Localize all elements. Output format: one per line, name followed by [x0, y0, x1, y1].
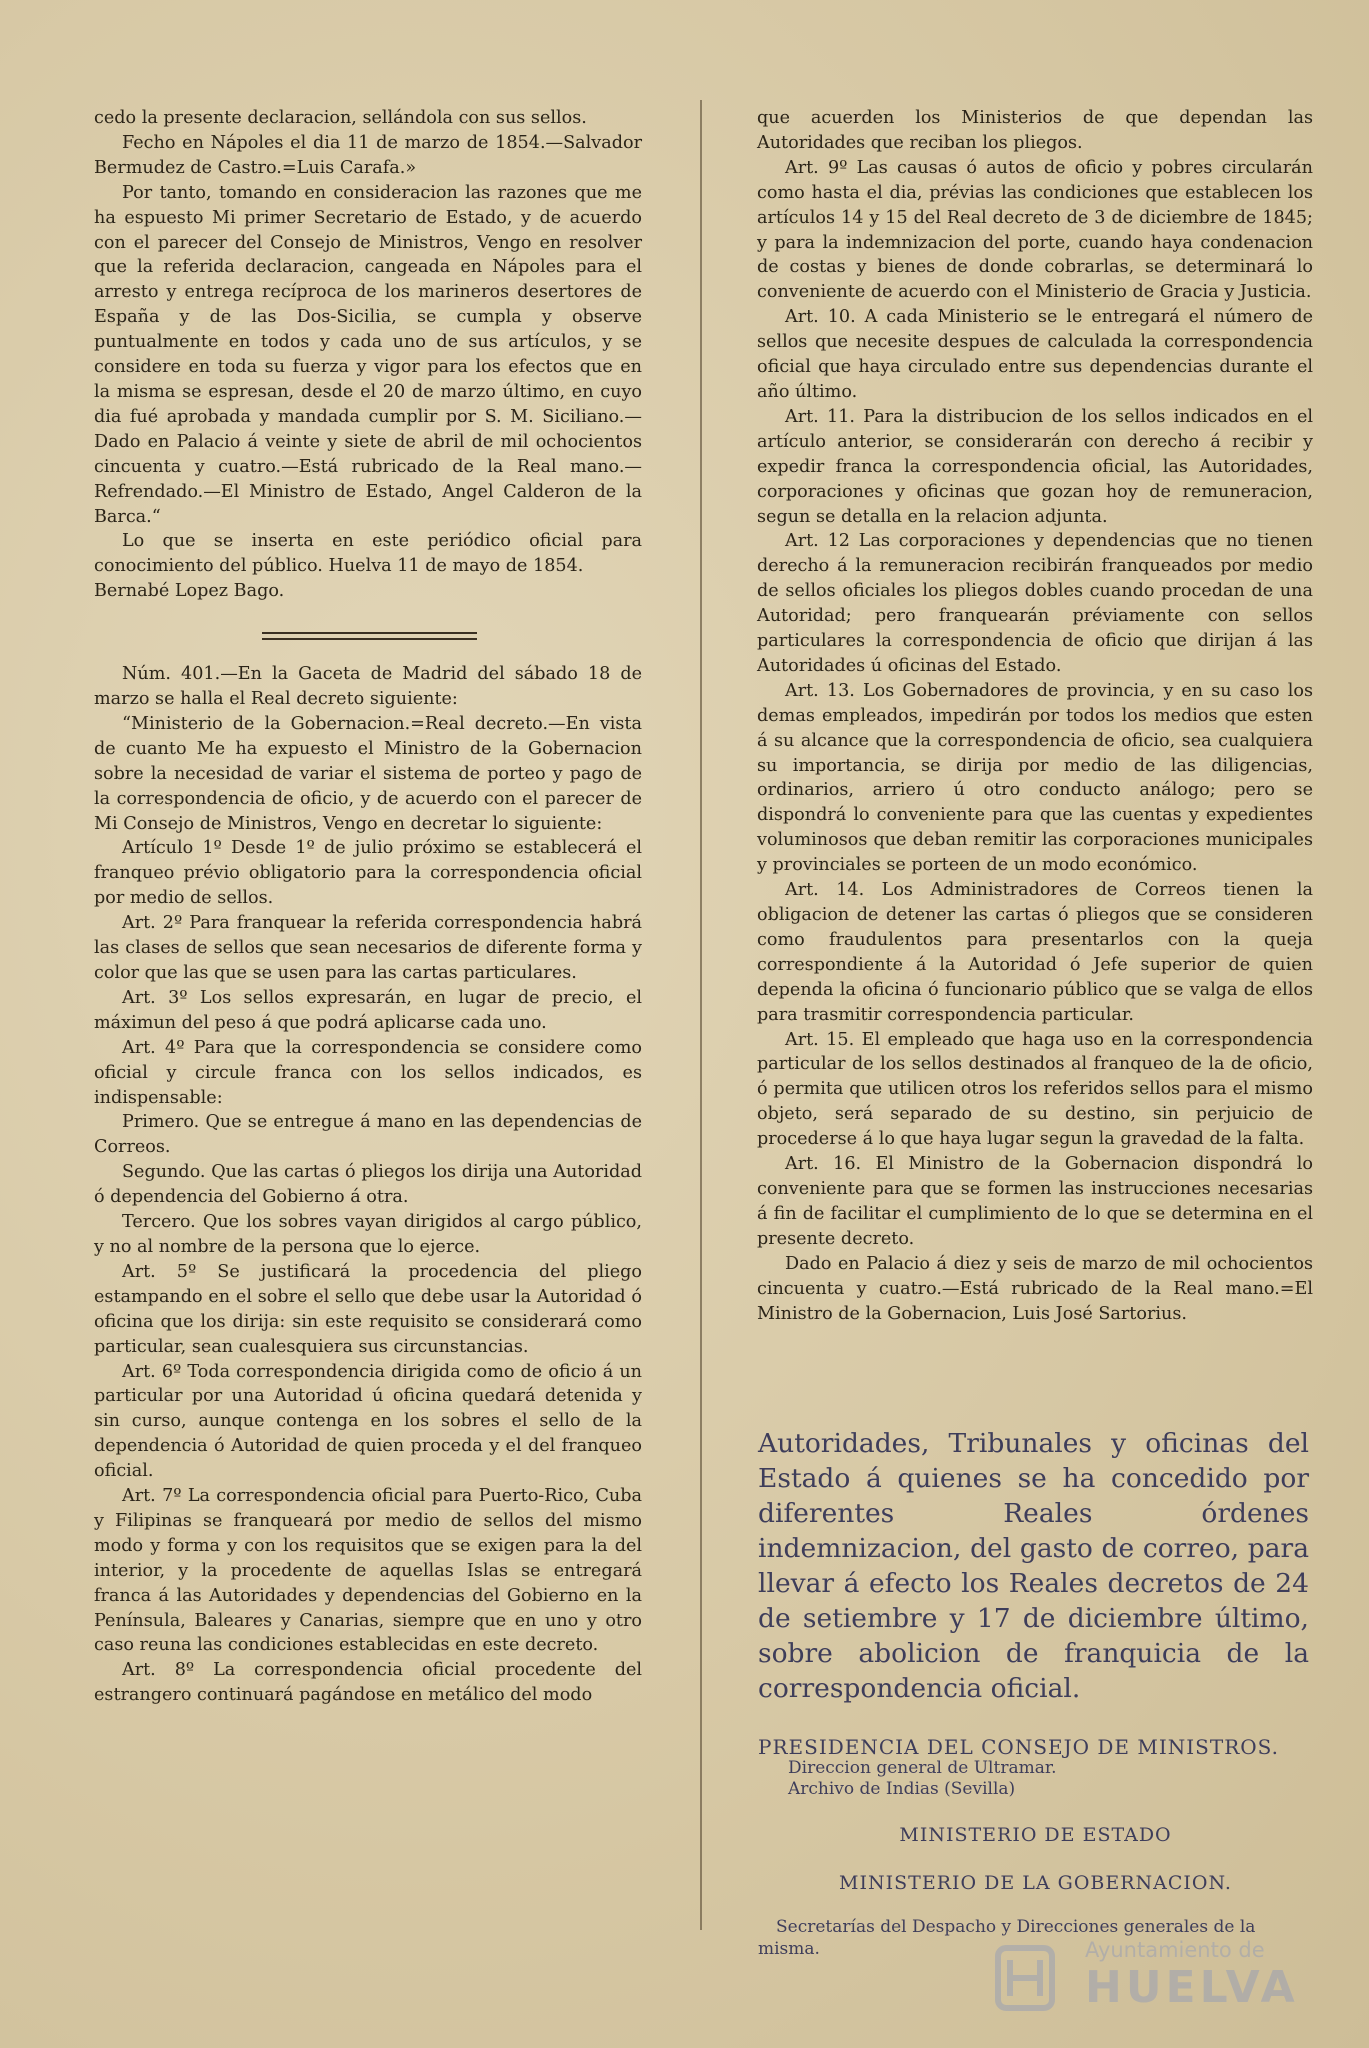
section-separator — [94, 604, 642, 662]
huelva-watermark — [980, 1938, 1320, 2018]
paragraph: cedo la presente declaracion, sellándola con sus sellos. — [94, 108, 587, 128]
article: Art. 4º Para que la correspondencia se considere como oficial y circule franca con los sellos indicados, es indispensable: — [94, 1037, 642, 1108]
condition: Primero. Que se entregue á mano en las dependencias de Correos. — [94, 1112, 642, 1158]
article: Art. 2º Para franquear la referida correspondencia habrá las clases de sellos que sean necesarios de diferente forma y color que las que se usen para las cartas particulares. — [94, 913, 642, 983]
article: Art. 6º Toda correspondencia dirigida como de oficio á un particular por una Autoridad ú oficina quedará detenida y sin curso, aunque contenga en los sobres el sello de la dependencia ó Autoridad de quien proceda y el del franqueo oficial. — [94, 1361, 642, 1482]
signature: Bernabé Lopez Bago. — [94, 581, 285, 602]
decree-intro: Núm. 401.—En la Gaceta de Madrid del sábado 18 de marzo se halla el Real decreto siguiente: — [94, 664, 642, 710]
watermark-main: HUELVA — [1085, 1962, 1299, 2013]
condition: Tercero. Que los sobres vayan dirigidos al cargo público, y no al nombre de la persona que lo ejerce. — [94, 1212, 642, 1257]
article: Art. 12 Las corporaciones y dependencias que no tienen derecho á la remuneracion recibirán franqueados por medio de sellos oficiales los pliegos dobles cuando procedan de una Autoridad; pero franquearán préviamente con sellos particulares la correspondencia de oficio que dirijan á las Autoridades ú oficinas del Estado. — [757, 531, 1313, 676]
article: Art. 8º La correspondencia oficial procedente del estrangero continuará pagándose en metálico del modo — [94, 1660, 642, 1706]
annex-title: Autoridades, Tribunales y oficinas del Estado á quienes se ha concedido por diferentes Reales órdenes indemnizacion, del gasto de correo, para llevar á efecto los Reales decretos de 24 de setiembre y 17 de diciembre último, sobre abolicion de franquicia de la correspondencia oficial. — [758, 1428, 1309, 1704]
article: Art. 3º Los sellos expresarán, en lugar de precio, el máximun del peso á que podrá aplicarse cada uno. — [94, 987, 642, 1033]
annex-heading — [758, 1426, 1313, 1960]
double-rule — [262, 632, 477, 640]
article: Art. 11. Para la distribucion de los sellos indicados en el artículo anterior, se considerarán con derecho á recibir y expedir franca la correspondencia oficial, las Autoridades, corporaciones y oficinas que gozan hoy de remuneracion, segun se detalla en la relacion adjunta. — [757, 406, 1313, 527]
presidencia-heading: PRESIDENCIA DEL CONSEJO DE MINISTROS. — [758, 1735, 1280, 1759]
article: Art. 14. Los Administradores de Correos tienen la obligacion de detener las cartas ó pliegos que se consideren como fraudulentos para presentarlos con la queja correspondiente á la Autoridad ó Jefe superior de quien dependa la oficina ó funcionario público que se valga de ellos para trasmitir correspondencia particular. — [757, 880, 1313, 1025]
watermark-top: Ayuntamiento de — [1085, 1938, 1265, 1962]
article: Art. 7º La correspondencia oficial para Puerto-Rico, Cuba y Filipinas se franqueará por medio de sellos del mismo modo y forma y con los requisitos que se exigen para la del interior, y la procedente de aquellas Islas se entregará franca á las Autoridades y dependencias del Gobierno en la Península, Baleares y Canarias, siempre que en uno y otro caso reuna las condiciones establecidas en este decreto. — [94, 1486, 642, 1656]
article: Art. 15. El empleado que haga uso en la correspondencia particular de los sellos destinados al franqueo de la de oficio, ó permita que utilicen otros los referidos sellos para el mismo objeto, será separado de su destino, sin perjuicio de procederse á lo que haya lugar segun la gravedad de la falta. — [757, 1029, 1313, 1150]
direccion-line: Direccion general de Ultramar. — [788, 1758, 1057, 1778]
right-column — [757, 106, 1313, 1326]
secretarias-line: Secretarías del Despacho y Direcciones generales de la misma. — [758, 1917, 1256, 1959]
condition: Segundo. Que las cartas ó pliegos los dirija una Autoridad ó dependencia del Gobierno á otra. — [94, 1162, 642, 1208]
gobernacion-heading: MINISTERIO DE LA GOBERNACION. — [839, 1872, 1232, 1894]
archivo-line: Archivo de Indias (Sevilla) — [788, 1779, 1016, 1799]
paragraph: Fecho en Nápoles el dia 11 de marzo de 1854.—Salvador Bermudez de Castro.=Luis Carafa.» — [94, 132, 642, 178]
estado-heading: MINISTERIO DE ESTADO — [899, 1824, 1172, 1846]
article: Art. 9º Las causas ó autos de oficio y pobres circularán como hasta el dia, prévias las condiciones que establecen los artículos 14 y 15 del Real decreto de 3 de diciembre de 1845; y para la indemnizacion del porte, cuando haya condenacion de costas y bienes de donde cobrarlas, se determinará lo conveniente de acuerdo con el Ministerio de Gracia y Justicia. — [757, 157, 1313, 303]
article: Art. 16. El Ministro de la Gobernacion dispondrá lo conveniente para que se formen las instrucciones necesarias á fin de facilitar el cumplimiento de lo que se determina en el presente decreto. — [757, 1154, 1313, 1249]
closing: Dado en Palacio á diez y seis de marzo de mil ochocientos cincuenta y cuatro.—Está rubricado de la Real mano.=El Ministro de la Gobernacion, Luis José Sartorius. — [757, 1253, 1313, 1324]
paragraph: que acuerden los Ministerios de que dependan las Autoridades que reciban los pliegos. — [757, 108, 1313, 153]
article: Art. 5º Se justificará la procedencia del pliego estampando en el sobre el sello que debe usar la Autoridad ó oficina que los dirija: sin este requisito se considerará como particular, sean cualesquiera sus circunstancias. — [94, 1261, 642, 1357]
article: Art. 10. A cada Ministerio se le entregará el número de sellos que necesite despues de calculada la correspondencia oficial que haya circulado entre sus dependencias durante el año último. — [757, 307, 1313, 402]
city-crest-icon — [980, 1940, 1070, 2014]
paragraph: Por tanto, tomando en consideracion las razones que me ha espuesto Mi primer Secretario de Estado, y de acuerdo con el parecer del Consejo de Ministros, Vengo en resolver que la referida declaracion, cangeada en Nápoles para el arresto y entrega recíproca de los marineros desertores de España y de las Dos-Sicilia, se cumpla y observe puntualmente en todos y cada uno de sus artículos, y se considere en toda su fuerza y vigor para los efectos que en la misma se espresan, desde el 20 de marzo último, en cuyo dia fué aprobada y mandada cumplir por S. M. Siciliano.—Dado en Palacio á veinte y siete de abril de mil ochocientos cincuenta y cuatro.—Está rubricado de la Real mano.—Refrendado.—El Ministro de Estado, Angel Calderon de la Barca.“ — [94, 182, 642, 527]
left-column — [94, 106, 642, 1708]
article: Art. 13. Los Gobernadores de provincia, y en su caso los demas empleados, impedirán por todos los medios que esten á su alcance que la correspondencia de oficio, sea cualquiera su importancia, se dirija por medio de las diligencias, ordinarios, arriero ú otro conducto análogo; pero se dispondrá lo conveniente para que las cuentas y expedientes voluminosos que deban remitir las corporaciones municipales y provinciales se porteen de un modo económico. — [757, 680, 1313, 876]
column-divider — [700, 100, 702, 1930]
decree-opening: “Ministerio de la Gobernacion.=Real decreto.—En vista de cuanto Me ha expuesto el Ministro de la Gobernacion sobre la necesidad de variar el sistema de porteo y pago de la correspondencia de oficio, y de acuerdo con el parecer de Mi Consejo de Ministros, Vengo en decretar lo siguiente: — [94, 713, 642, 834]
paragraph: Lo que se inserta en este periódico oficial para conocimiento del público. Huelva 11 de mayo de 1854. — [94, 531, 642, 577]
article: Artículo 1º Desde 1º de julio próximo se establecerá el franqueo prévio obligatorio para la correspondencia oficial por medio de sellos. — [94, 838, 642, 909]
